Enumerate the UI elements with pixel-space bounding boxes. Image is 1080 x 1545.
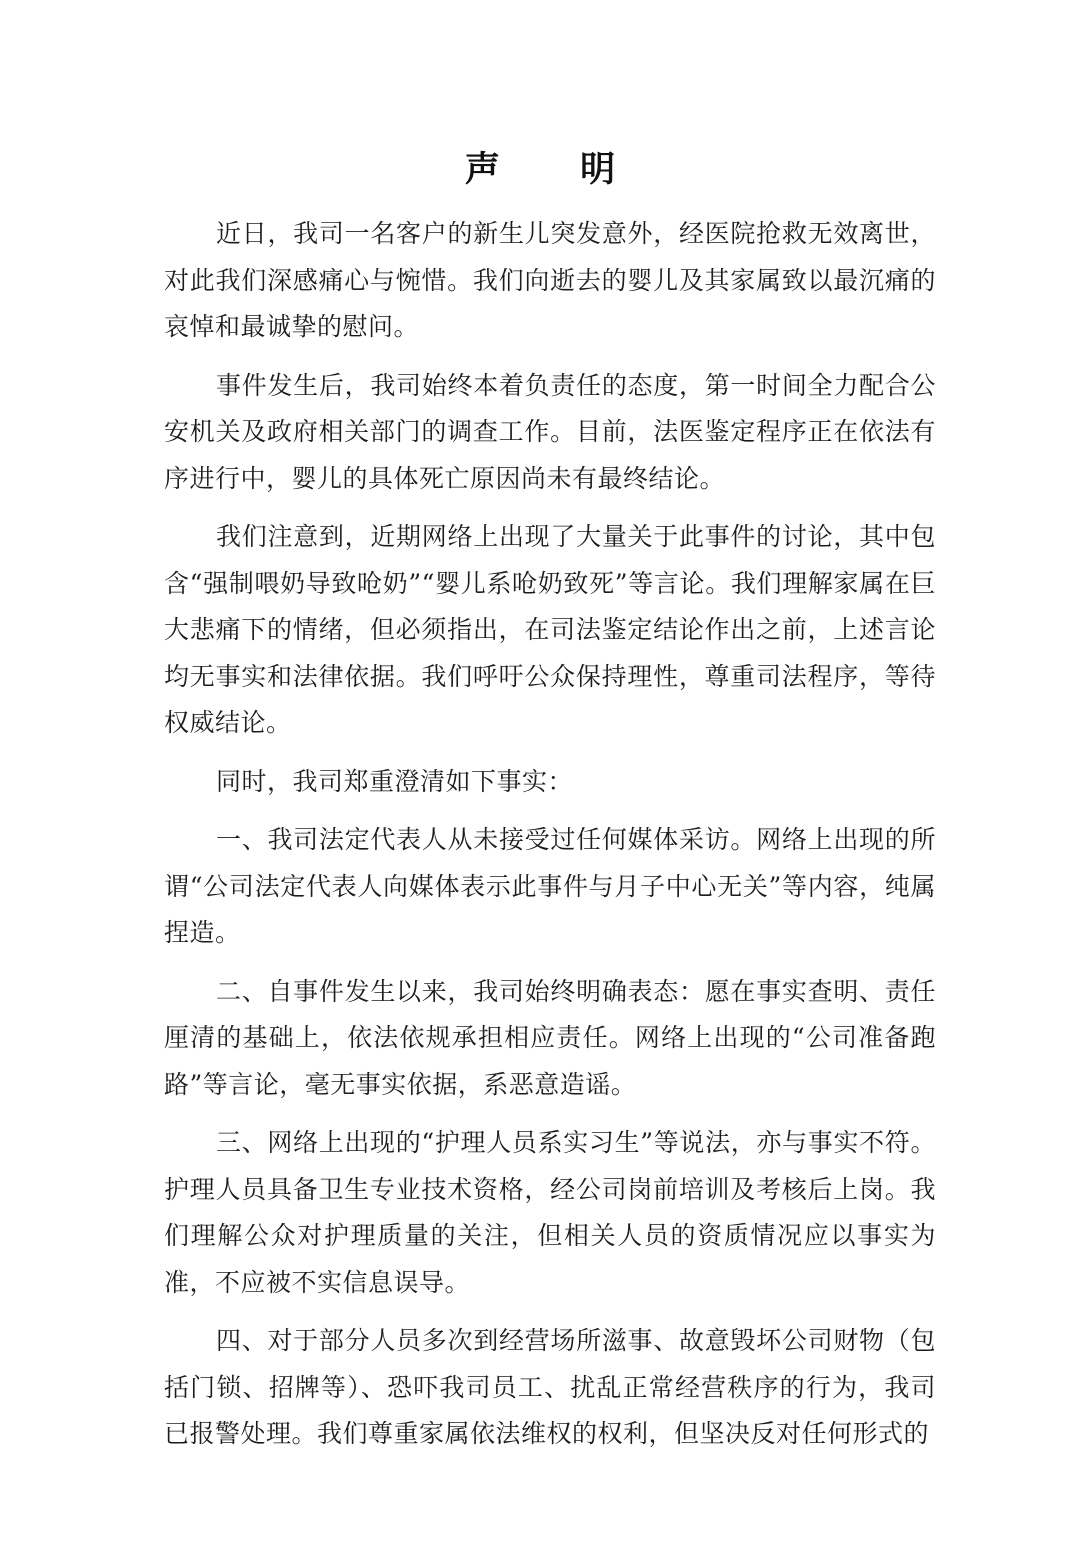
paragraph-point-two: 二、自事件发生以来，我司始终明确表态：愿在事实查明、责任厘清的基础上，依法依规承担相应责任。网络上出现的“公司准备跑路”等言论，毫无事实依据，系恶意造谣。 xyxy=(164,976,936,1099)
paragraph-investigation: 事件发生后，我司始终本着负责任的态度，第一时间全力配合公安机关及政府相关部门的调查工作。目前，法医鉴定程序正在依法有序进行中，婴儿的具体死亡原因尚未有最终结论。 xyxy=(164,370,936,493)
document-title: 声 明 xyxy=(464,149,650,190)
paragraph-online-discussion: 我们注意到，近期网络上出现了大量关于此事件的讨论，其中包含“强制喂奶导致呛奶”“婴儿系呛奶致死”等言论。我们理解家属在巨大悲痛下的情绪，但必须指出，在司法鉴定结论作出之前，上述言论均无事实和法律依据。我们呼吁公众保持理性，尊重司法程序，等待权威结论。 xyxy=(164,522,936,737)
paragraph-point-one: 一、我司法定代表人从未接受过任何媒体采访。网络上出现的所谓“公司法定代表人向媒体表示此事件与月子中心无关”等内容，纯属捏造。 xyxy=(164,825,936,947)
paragraph-clarification-intro: 同时，我司郑重澄清如下事实： xyxy=(216,766,574,796)
paragraph-point-four: 四、对于部分人员多次到经营场所滋事、故意毁坏公司财物（包括门锁、招牌等）、恐吓我司员工、扰乱正常经营秩序的行为，我司已报警处理。我们尊重家属依法维权的权利，但坚决反对任何形式的 xyxy=(164,1326,936,1448)
paragraph-condolence: 近日，我司一名客户的新生儿突发意外，经医院抢救无效离世，对此我们深感痛心与惋惜。我们向逝去的婴儿及其家属致以最沉痛的哀悼和最诚挚的慰问。 xyxy=(164,219,936,341)
paragraph-point-three: 三、网络上出现的“护理人员系实习生”等说法，亦与事实不符。护理人员具备卫生专业技术资格，经公司岗前培训及考核后上岗。我们理解公众对护理质量的关注，但相关人员的资质情况应以事实为准，不应被不实信息误导。 xyxy=(164,1128,936,1297)
document-body xyxy=(164,211,936,1470)
